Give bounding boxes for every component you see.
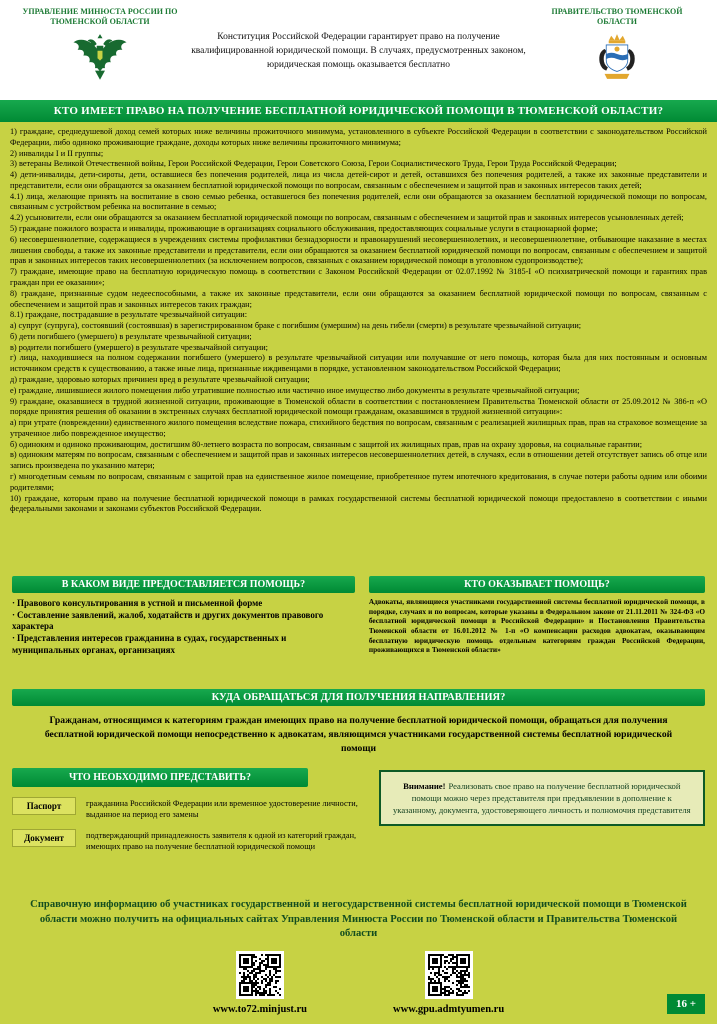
- eligibility-item: 9) граждане, оказавшиеся в трудной жизненной ситуации, проживающие в Тюменской области в соответствии с постановлением Правительства Тюменской области от 25.09.2012 № 386-п «О порядке принятия решения об оказании в экстренных случаях бесплатной юридической помощи гражданам, оказавшимся в трудной жизненной ситуации»:: [10, 396, 707, 417]
- ministry-block: [16, 7, 184, 93]
- attention-box: [379, 770, 705, 826]
- top-header: [0, 0, 717, 100]
- help-form-item: · Составление заявлений, жалоб, ходатайств и других документов правового характера: [12, 610, 355, 633]
- eligibility-item: 8.1) граждане, пострадавшие в результате чрезвычайной ситуации:: [10, 310, 248, 320]
- help-form-column: [12, 576, 355, 686]
- minjust-site-block: [213, 951, 307, 1015]
- constitution-intro-text: Конституция Российской Федерации гарантирует право на получение квалифицированной юридической помощи. В случаях, предусмотренных законом, юридическая помощь оказывается бесплатно: [191, 32, 526, 70]
- help-form-item: · Правового консультирования в устной и письменной форме: [12, 598, 355, 610]
- eligibility-item: 1) граждане, среднедушевой доход семей которых ниже величины прожиточного минимума, установленного в субъекте Российской Федерации в соответствии с законодательством Российской Федерации, либо одиноко проживающие граждане, доходы которых ниже величины прожиточного минимума;: [10, 127, 707, 147]
- qr-row: [0, 951, 717, 1015]
- eligibility-item: г) многодетным семьям по вопросам, связанным с защитой прав на единственное жилое помещение, приобретенное путем ипотечного кредитования, в случае потери работы одним или обоими родителями;: [10, 472, 707, 492]
- attention-title: Внимание!: [403, 780, 446, 791]
- minjust-site-link[interactable]: www.to72.minjust.ru: [212, 1004, 308, 1016]
- eligibility-item: а) при утрате (повреждении) единственного жилого помещения вследствие пожара, стихийного бедствия по вопросам, связанным с реализацией жилищных прав, прав на страховое возмещение за утраченное либо поврежденное имущество;: [10, 418, 707, 438]
- eligibility-item: б) дети погибшего (умершего) в результате чрезвычайной ситуации;: [10, 331, 252, 341]
- main-title-bar: КТО ИМЕЕТ ПРАВО НА ПОЛУЧЕНИЕ БЕСПЛАТНОЙ ЮРИДИЧЕСКОЙ ПОМОЩИ В ТЮМЕНСКОЙ ОБЛАСТИ?: [0, 100, 717, 122]
- document-row-certificate: [12, 829, 365, 853]
- help-provider-text: Адвокаты, являющиеся участниками государственной системы бесплатной юридической помощи, в порядке, случаях и по вопросам, которые указаны в Федеральном законе от 21.11.2011 № 324-ФЗ «О бесплатной юридической помощи в Российской Федерации» и Постановления Правительства Тюменской области от 16.01.2012 № 1-п «О компенсации расходов адвокатам, оказывающим бесплатную юридическую помощь отдельным категориям граждан Российской Федерации, проживающихся в Тюменской области»: [368, 597, 705, 655]
- documents-section: [0, 760, 717, 892]
- document-row-passport: [12, 797, 365, 821]
- eligibility-item: г) лица, находившиеся на полном содержании погибшего (умершего) в результате чрезвычайной ситуации или получавшие от него помощь, которая была для них постоянным и основным источником средств к существованию, а также иные лица, признанные иждивенцами в порядке, установленном законодательством Российской Федерации;: [10, 353, 707, 374]
- attention-text: Реализовать свое право на получение бесплатной юридической помощи можно через представителя при предъявлении в дополнение к указанному, документа, удостоверяющего личность и полномочия представителя: [392, 780, 691, 815]
- eligibility-item: 7) граждане, имеющие право на бесплатную юридическую помощь в соответствии с Законом Российской Федерации от 02.07.1992 № 3185-I «О психиатрической помощи и гарантиях прав граждан при ее оказании»;: [10, 267, 707, 287]
- ministry-name: УПРАВЛЕНИЕ МИНЮСТА РОССИИ ПО ТЮМЕНСКОЙ ОБЛАСТИ: [22, 7, 178, 27]
- eligibility-list: [0, 122, 717, 574]
- eligibility-item: 4.1) лица, желающие принять на воспитание в свою семью ребенка, оставшегося без попечения родителей, если они обращаются за оказанием бесплатной юридической помощи по вопросам, связанным с устройством ребенка на воспитание в семью;: [10, 191, 707, 212]
- eligibility-item: 4.2) усыновители, если они обращаются за оказанием бесплатной юридической помощи по вопросам, связанным с обеспечением и защитой прав и законных интересов усыновленных детей;: [10, 213, 684, 223]
- government-name: ПРАВИТЕЛЬСТВО ТЮМЕНСКОЙ ОБЛАСТИ: [551, 7, 683, 27]
- certificate-description: подтверждающий принадлежность заявителя к одной из категорий граждан, имеющих право на получение бесплатной юридической помощи: [86, 831, 357, 852]
- qr-code-minjust-icon: [236, 951, 284, 999]
- eligibility-item: 2) инвалиды I и II группы;: [10, 148, 104, 158]
- qr-code-government-icon: [425, 951, 473, 999]
- where-to-apply-bar: КУДА ОБРАЩАТЬСЯ ДЛЯ ПОЛУЧЕНИЯ НАПРАВЛЕНИЯ?: [12, 689, 705, 706]
- eligibility-item: в) одиноким матерям по вопросам, связанным с обеспечением и защитой прав и законных интересов несовершеннолетних детей, в случаях, если в отношении детей отсутствует запись об отце или запись произведена по указанию матери;: [10, 450, 707, 471]
- eligibility-item: 10) граждане, которым право на получение бесплатной юридической помощи в рамках государственной системы бесплатной юридической помощи предоставлено в соответствии с иными федеральными законами и законами субъектов Российской Федерации.: [10, 493, 707, 514]
- eligibility-item: а) супруг (супруга), состоявший (состоявшая) в зарегистрированном браке с погибшим (умершим) на день гибели (смерти) в результате чрезвычайной ситуации;: [10, 321, 582, 331]
- where-to-apply-text: Гражданам, относящимся к категориям граждан имеющих право на получение бесплатной юридической помощи, обращаться для получения бесплатной юридической помощи непосредственно к адвокатам, являющимся участниками государственной системы бесплатной юридической помощи: [44, 715, 673, 754]
- documents-list: [12, 768, 365, 892]
- help-provider-header: КТО ОКАЗЫВАЕТ ПОМОЩЬ?: [369, 576, 705, 593]
- eligibility-item: е) граждане, лишившиеся жилого помещения либо утратившие полностью или частично иное имущество либо документы в результате чрезвычайной ситуации;: [10, 385, 580, 395]
- help-form-header: В КАКОМ ВИДЕ ПРЕДОСТАВЛЯЕТСЯ ПОМОЩЬ?: [12, 576, 355, 593]
- eligibility-item: д) граждане, здоровью которых причинен вред в результате чрезвычайной ситуации;: [10, 374, 310, 384]
- passport-label: Паспорт: [12, 797, 76, 815]
- government-site-block: [393, 951, 504, 1015]
- eligibility-item: 6) несовершеннолетние, содержащиеся в учреждениях системы профилактики безнадзорности и правонарушений несовершеннолетних, и несовершеннолетние, отбывающие наказание в местах лишения свободы, а также их законные представители и представители, если они обращаются за оказанием бесплатной юридической помощи по вопросам, связанным с обеспечением и защитой прав и законных интересов таких несовершеннолетних (за исключением вопросов, связанных с оказанием юридической помощи в уголовном судопроизводстве);: [10, 234, 707, 266]
- tyumen-coat-of-arms-icon: [588, 30, 646, 88]
- help-form-item: · Представления интересов гражданина в судах, государственных и муниципальных органах, организациях: [12, 633, 355, 656]
- eligibility-item: б) одиноким и одиноко проживающим, достигшим 80-летнего возраста по вопросам, связанным с защитой их жилищных прав, прав на охрану здоровья, на социальные гарантии;: [10, 439, 643, 449]
- certificate-label: Документ: [12, 829, 76, 847]
- minjust-eagle-icon: [71, 30, 129, 88]
- eligibility-item: 8) граждане, признанные судом недееспособными, а также их законные представители, если они обращаются за оказанием бесплатной юридической помощи по вопросам, связанным с обеспечением и защитой прав и законных интересов таких граждан;: [10, 288, 707, 309]
- footer-info-text: Справочную информацию об участниках государственной и негосударственной системы бесплатной юридической помощи в Тюменской области можно получить на официальных сайтах Управления Минюста России по Тюменской области и Правительства Тюменской области: [30, 898, 687, 940]
- eligibility-item: в) родители погибшего (умершего) в результате чрезвычайной ситуации;: [10, 342, 268, 352]
- government-site-link[interactable]: www.gpu.admtyumen.ru: [393, 1004, 505, 1016]
- help-form-list: [12, 598, 355, 656]
- documents-header: ЧТО НЕОБХОДИМО ПРЕДСТАВИТЬ?: [12, 768, 308, 787]
- eligibility-item: 4) дети-инвалиды, дети-сироты, дети, оставшиеся без попечения родителей, лица из числа детей-сирот и детей, оставшихся без попечения родителей, а также их законные представители и представители, если они обращаются за оказанием бесплатной юридической помощи по вопросам, связанным с обеспечением и защитой прав и законных интересов таких детей;: [10, 170, 707, 190]
- passport-description: гражданина Российской Федерации или временное удостоверение личности, выданное на период его замены: [86, 798, 358, 819]
- two-column-section: [0, 574, 717, 686]
- age-rating-badge: 16 +: [667, 994, 705, 1014]
- eligibility-item: 5) граждане пожилого возраста и инвалиды, проживающие в организациях социального обслуживания, предоставляющих социальные услуги в стационарной форме;: [10, 224, 598, 234]
- eligibility-item: 3) ветераны Великой Отечественной войны, Герои Российской Федерации, Герои Советского Союза, Герои Социалистического Труда, Герои Труда Российской Федерации;: [10, 159, 617, 169]
- help-provider-column: [369, 576, 705, 686]
- government-block: [533, 7, 701, 93]
